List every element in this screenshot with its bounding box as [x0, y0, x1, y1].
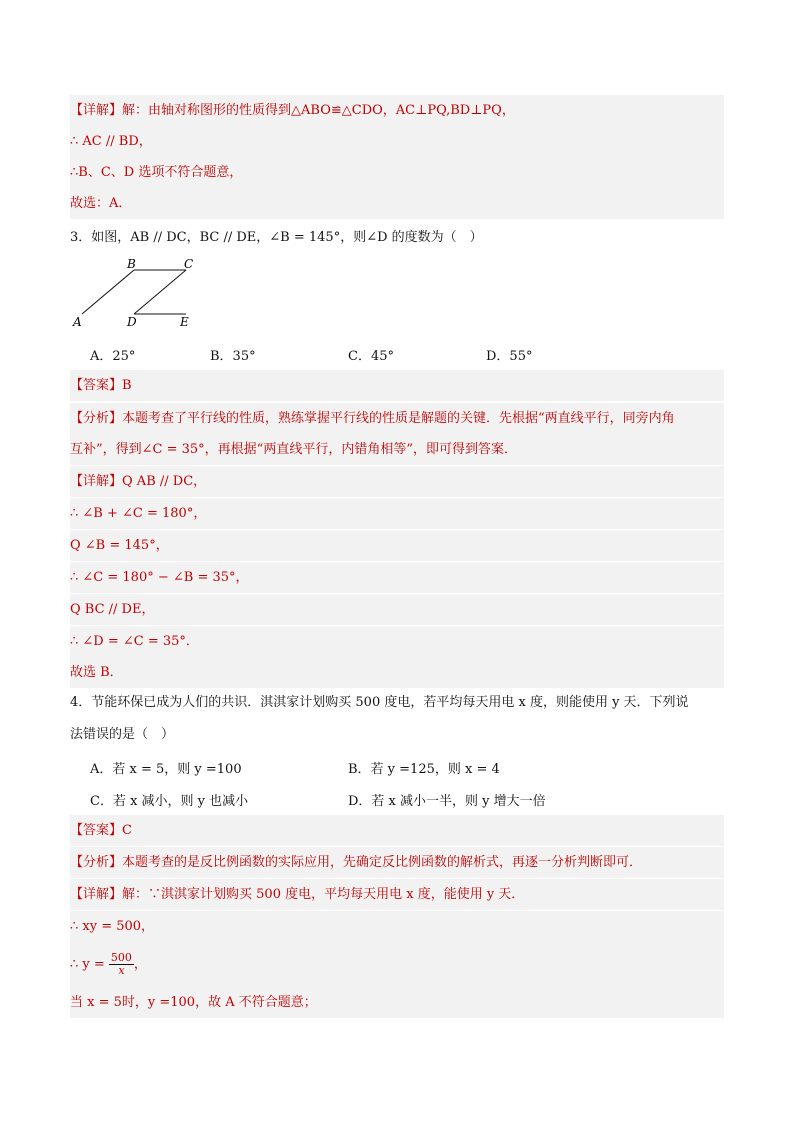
- parallel-lines-figure: [70, 258, 210, 338]
- label-d: D: [127, 315, 137, 329]
- detail-step: ∴ xy = 500，: [70, 911, 724, 942]
- label-e: E: [180, 315, 189, 329]
- detail-step: Q ∠B = 145°，: [70, 530, 724, 561]
- analysis-tag: 【分析】: [70, 411, 123, 426]
- detail-step: 当 x = 5时，y =100，故 A 不符合题意；: [70, 987, 724, 1018]
- fraction-suffix: ，: [133, 957, 147, 972]
- detail-step: ∴ ∠C = 180° − ∠B = 35°，: [70, 562, 724, 593]
- option-b: B．35°: [210, 349, 256, 364]
- fraction-denominator: x: [118, 964, 125, 977]
- question-4-stem: 4．节能环保已成为人们的共识．淇淇家计划购买 500 度电，若平均每天用电 x 度，则能使用 y 天．下列说: [70, 695, 689, 710]
- detail-tag: 【详解】: [70, 887, 123, 902]
- detail-line: [70, 466, 724, 497]
- answer-value: B: [122, 378, 132, 393]
- fraction-numerator: 500: [110, 951, 132, 964]
- option-d: D．若 x 减小一半，则 y 增大一倍: [348, 794, 546, 809]
- detail-tag: 【详解】: [70, 103, 123, 118]
- analysis-line: [70, 847, 724, 878]
- explanation-line: ∴B、C、D 选项不符合题意，: [70, 157, 724, 188]
- fraction-prefix: ∴ y =: [70, 957, 105, 972]
- explanation-line: ∴ AC // BD，: [70, 126, 724, 157]
- detail-tag: 【详解】: [70, 474, 123, 489]
- analysis-text: 本题考查了平行线的性质，熟练掌握平行线的性质是解题的关键．先根据“两直线平行，同旁内角: [122, 411, 675, 426]
- option-a: A．25°: [90, 349, 136, 364]
- analysis-text: 本题考查的是反比例函数的实际应用，先确定反比例函数的解析式，再逐一分析判断即可．: [122, 855, 643, 870]
- detail-text: 解：∵淇淇家计划购买 500 度电，平均每天用电 x 度，能使用 y 天．: [122, 887, 525, 902]
- detail-step: Q BC // DE，: [70, 594, 724, 625]
- analysis-line-2: 互补”，得到∠C = 35°，再根据“两直线平行，内错角相等”，即可得到答案．: [70, 434, 724, 465]
- answer-line: [70, 815, 724, 846]
- explanation-line: 故选：A．: [70, 188, 724, 219]
- question-3-stem: 3．如图，AB // DC，BC // DE，∠B = 145°，则∠D 的度数为（ ）: [70, 230, 483, 245]
- segment-ab: [82, 270, 134, 314]
- segment-cd: [134, 270, 186, 314]
- analysis-line: [70, 403, 724, 434]
- option-b: B．若 y =125，则 x = 4: [348, 762, 500, 777]
- analysis-tag: 【分析】: [70, 855, 123, 870]
- label-b: B: [127, 258, 136, 271]
- answer-value: C: [122, 823, 132, 838]
- option-a: A．若 x = 5，则 y =100: [90, 762, 242, 777]
- option-d: D．55°: [486, 349, 533, 364]
- answer-tag: 【答案】: [70, 823, 123, 838]
- answer-line: [70, 370, 724, 401]
- option-c: C．若 x 减小，则 y 也减小: [90, 794, 249, 809]
- question-4-stem-2: 法错误的是（ ）: [70, 727, 175, 742]
- label-a: A: [73, 315, 82, 329]
- detail-line: [70, 95, 724, 126]
- label-c: C: [184, 258, 194, 271]
- detail-line: [70, 879, 724, 910]
- conclusion: 故选 B．: [70, 657, 724, 688]
- answer-tag: 【答案】: [70, 378, 123, 393]
- detail-step: ∴ ∠D = ∠C = 35°．: [70, 626, 724, 657]
- option-c: C．45°: [348, 349, 394, 364]
- fraction-line: [70, 942, 724, 987]
- detail-text: 解：由轴对称图形的性质得到△ABO≌△CDO，AC⊥PQ,BD⊥PQ，: [122, 103, 515, 118]
- detail-step: ∴ ∠B + ∠C = 180°，: [70, 498, 724, 529]
- detail-text: Q AB // DC，: [122, 474, 207, 489]
- fraction: [109, 952, 134, 977]
